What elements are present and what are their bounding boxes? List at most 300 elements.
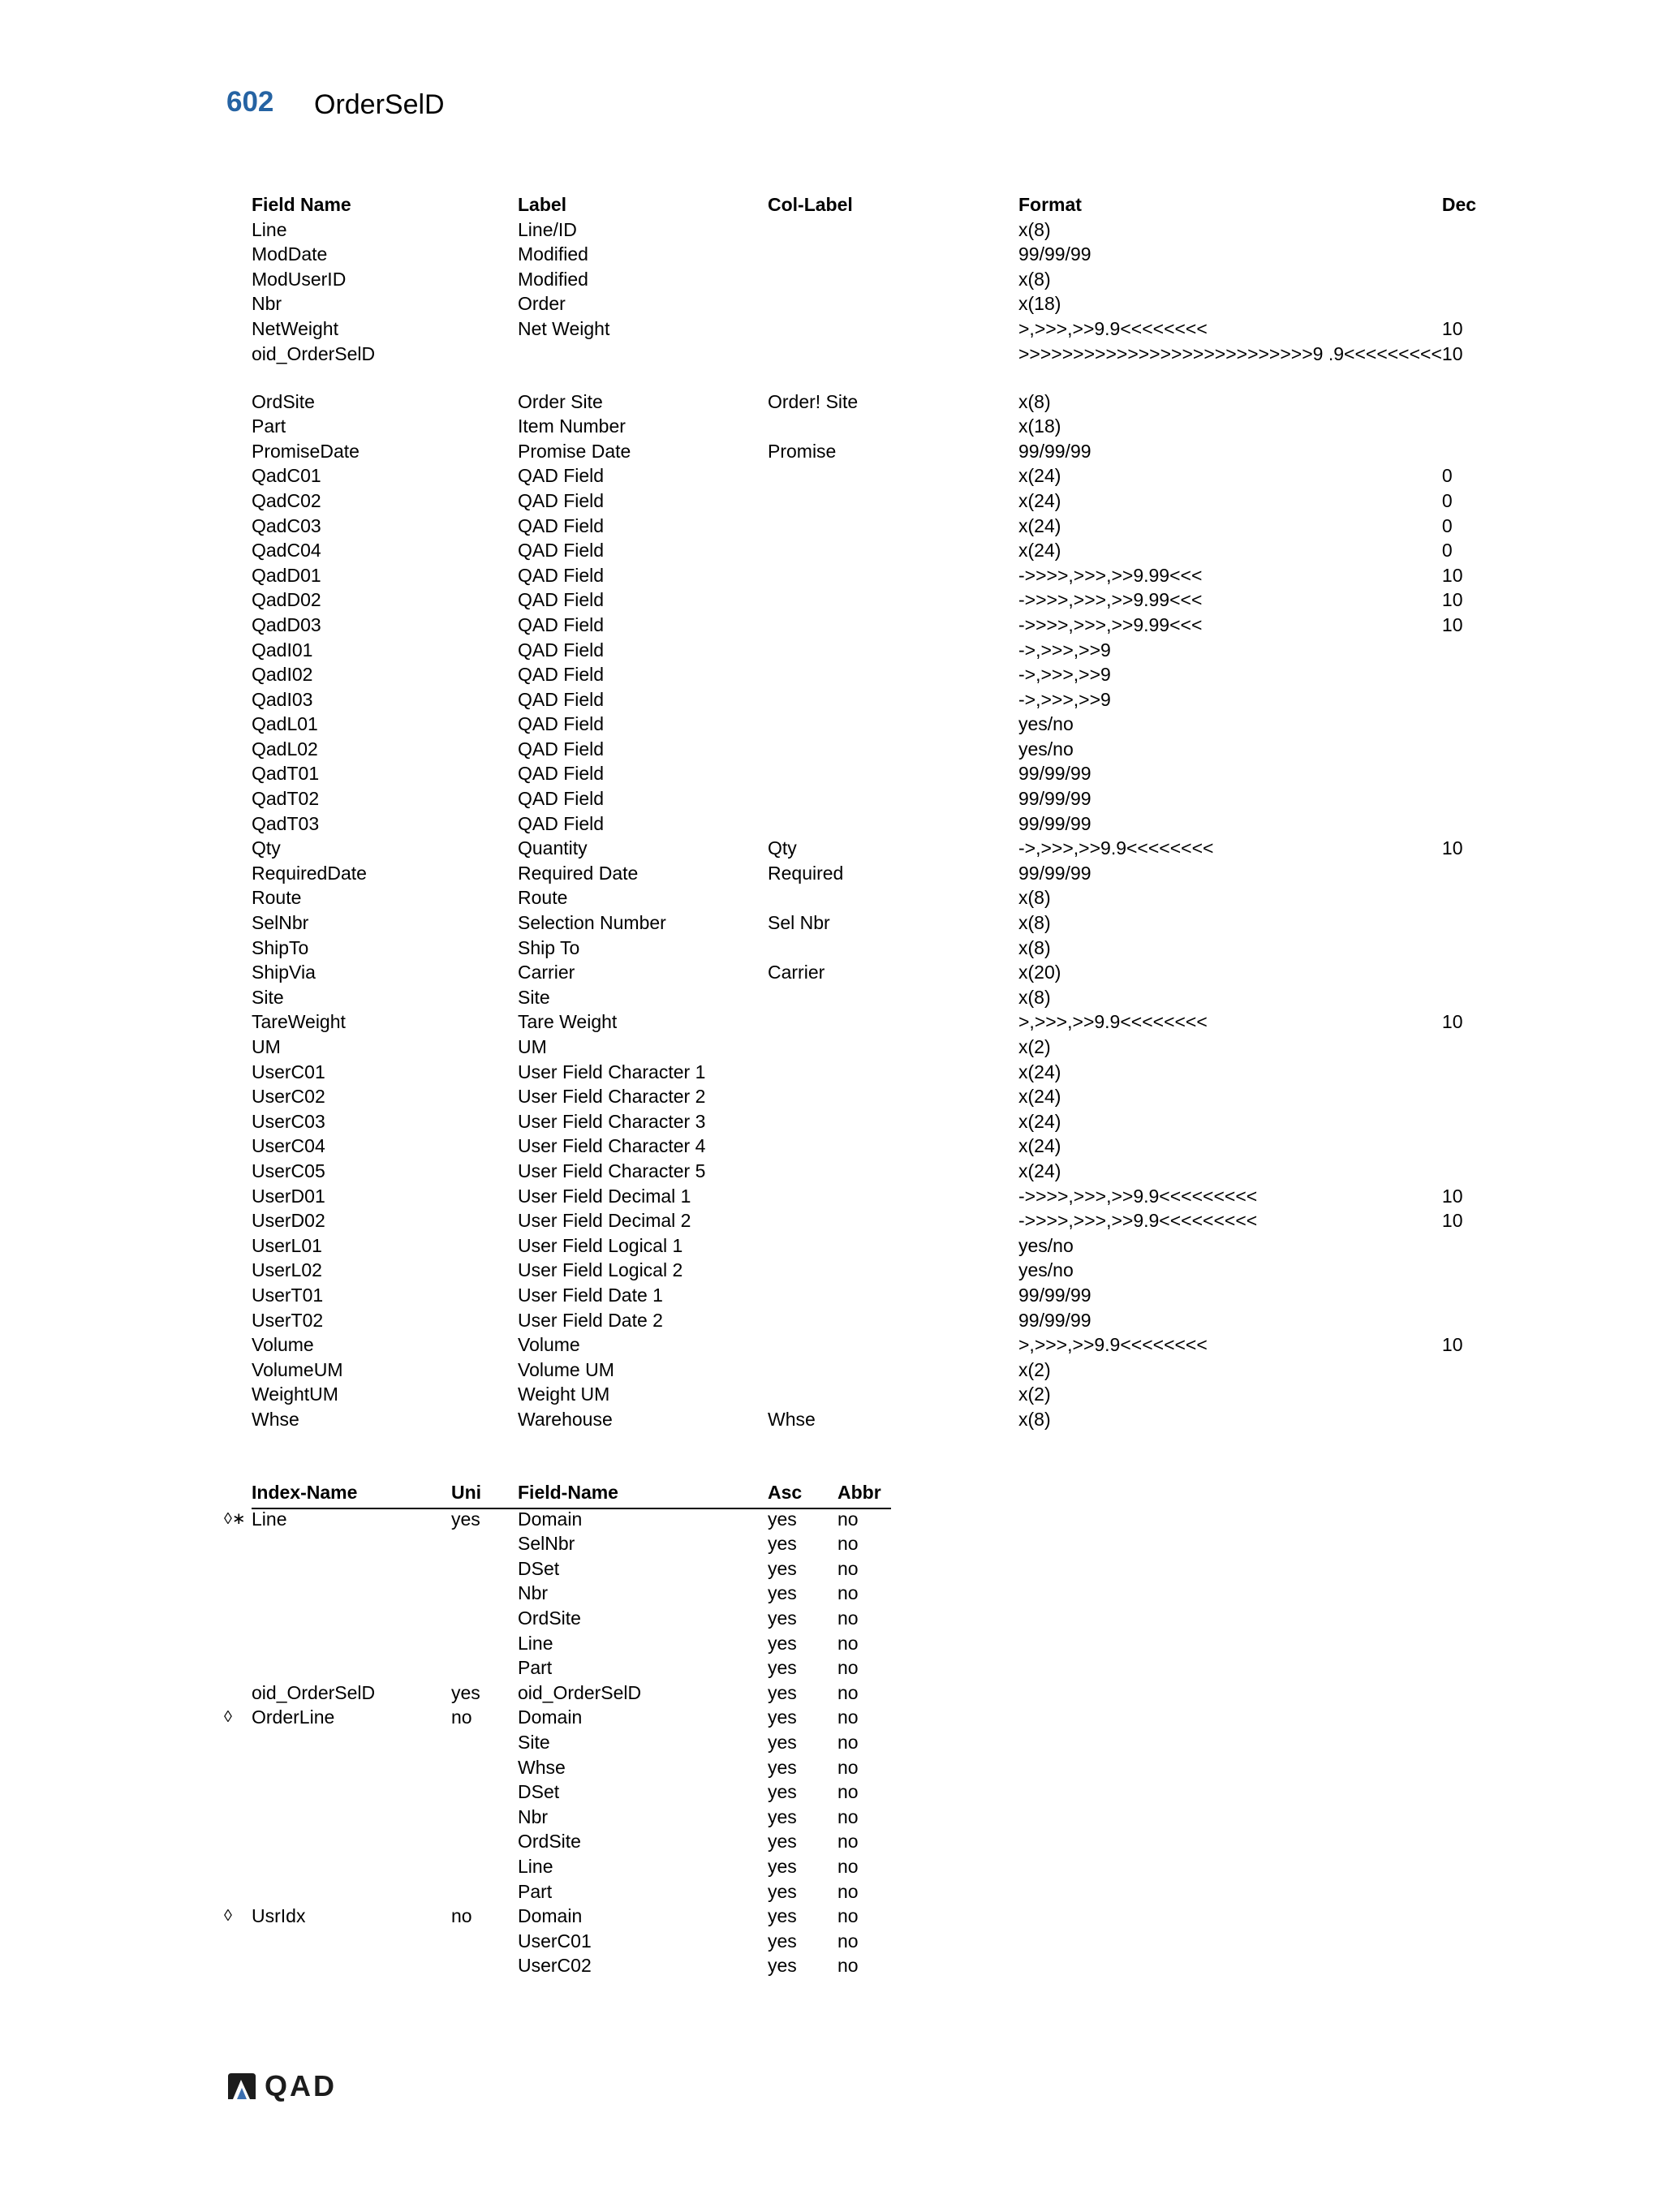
uni-cell	[451, 1707, 518, 1732]
dec-cell	[1442, 1037, 1491, 1062]
label-cell: Item Number	[518, 415, 626, 437]
table-row	[252, 516, 1491, 541]
col-label-cell	[768, 1310, 1018, 1336]
field-name-cell: UserD01	[252, 1185, 325, 1207]
table-row	[252, 1534, 891, 1559]
field-name-cell: Route	[252, 887, 302, 909]
dec-cell	[1442, 392, 1491, 417]
label-cell: Route	[518, 887, 568, 909]
asc-text: yes	[768, 1508, 797, 1530]
label-cell: User Field Character 1	[518, 1061, 706, 1082]
field-name-text: OrdSite	[518, 1831, 581, 1853]
dec-cell: 10	[1441, 564, 1463, 586]
field-name-cell: Part	[252, 415, 286, 437]
field-name-text: Whse	[518, 1756, 566, 1778]
dec-cell: 10	[1441, 837, 1463, 859]
format-cell: yes/no	[1018, 1259, 1074, 1281]
table-row	[252, 1906, 891, 1931]
abbr-text: no	[837, 1781, 859, 1803]
label-cell: QAD Field	[518, 540, 605, 562]
uni-cell	[451, 1956, 518, 1981]
field-name-cell: QadD03	[252, 613, 321, 635]
col-label-cell	[768, 1360, 1018, 1385]
format-cell: 99/99/99	[1018, 862, 1091, 884]
field-name-text: Part	[518, 1880, 553, 1902]
abbr-text: no	[837, 1557, 859, 1579]
format-cell: ->,>>>,>>9.9<<<<<<<<	[1018, 837, 1214, 859]
format-cell: x(8)	[1018, 390, 1051, 412]
abbr-text: no	[837, 1905, 859, 1927]
format-cell: >,>>>,>>9.9<<<<<<<<	[1018, 317, 1208, 339]
col-label-cell	[768, 888, 1018, 913]
abbr-cell	[837, 1683, 891, 1708]
dec-cell	[1442, 1360, 1491, 1385]
field-name-cell: UserC03	[252, 1110, 325, 1132]
field-name-cell	[518, 1956, 768, 1981]
asc-text: yes	[768, 1880, 797, 1902]
field-name-cell: QadC01	[252, 465, 321, 487]
header-format: Format	[1018, 194, 1082, 215]
dec-cell	[1442, 1260, 1491, 1285]
format-cell: x(24)	[1018, 514, 1061, 536]
format-cell: 99/99/99	[1018, 1284, 1091, 1306]
index-name-cell	[252, 1583, 451, 1608]
uni-cell	[451, 1906, 518, 1931]
index-name-cell	[252, 1782, 451, 1807]
col-label-cell	[768, 1211, 1018, 1236]
abbr-cell	[837, 1534, 891, 1559]
uni-cell	[451, 1508, 518, 1534]
col-label-cell	[768, 1037, 1018, 1062]
col-label-cell	[768, 1087, 1018, 1112]
index-name-cell	[252, 1559, 451, 1584]
asc-cell	[768, 1559, 837, 1584]
asc-cell	[768, 1758, 837, 1783]
format-cell: 99/99/99	[1018, 788, 1091, 810]
uni-cell	[451, 1758, 518, 1783]
index-name-cell	[252, 1758, 451, 1783]
col-label-cell	[768, 566, 1018, 591]
table-row	[252, 640, 1491, 665]
col-label-cell	[768, 640, 1018, 665]
field-name-text: Nbr	[518, 1805, 549, 1827]
field-name-cell: UserD02	[252, 1210, 325, 1232]
index-name-cell	[252, 1633, 451, 1659]
field-name-cell: UserL01	[252, 1234, 322, 1256]
index-name-cell	[252, 1857, 451, 1882]
index-name-text: oid_OrderSelD	[252, 1681, 376, 1703]
format-cell: 99/99/99	[1018, 812, 1091, 834]
col-label-cell	[768, 1384, 1018, 1409]
format-cell: yes/no	[1018, 738, 1074, 760]
format-cell: x(8)	[1018, 936, 1051, 958]
col-label-cell	[768, 269, 1018, 295]
col-label-cell: Required	[768, 862, 844, 884]
dec-cell	[1442, 1310, 1491, 1336]
dec-cell	[1442, 220, 1491, 245]
format-cell: ->,>>>,>>9	[1018, 639, 1111, 661]
uni-text: yes	[451, 1681, 480, 1703]
abbr-text: no	[837, 1706, 859, 1728]
table-row	[252, 1087, 1491, 1112]
format-cell: x(2)	[1018, 1358, 1051, 1380]
table-row	[252, 1161, 1491, 1186]
asc-cell	[768, 1732, 837, 1758]
table-row	[252, 1211, 1491, 1236]
field-name-cell	[518, 1857, 768, 1882]
field-name-cell: QadT01	[252, 763, 320, 785]
abbr-cell	[837, 1559, 891, 1584]
asc-cell	[768, 1583, 837, 1608]
label-cell: Volume UM	[518, 1358, 614, 1380]
asc-text: yes	[768, 1657, 797, 1679]
table-row	[252, 344, 1491, 392]
header-abbr: Abbr	[837, 1483, 891, 1508]
table-row	[252, 714, 1491, 739]
label-cell: Weight UM	[518, 1384, 610, 1405]
abbr-text: no	[837, 1855, 859, 1877]
field-name-cell: TareWeight	[252, 1011, 346, 1033]
col-label-cell	[768, 294, 1018, 319]
abbr-text: no	[837, 1930, 859, 1952]
dec-cell	[1442, 1384, 1491, 1409]
asc-cell	[768, 1857, 837, 1882]
fields-table-header	[252, 195, 1491, 220]
index-name-cell	[252, 1658, 451, 1683]
field-name-text: Line	[518, 1632, 553, 1654]
abbr-text: no	[837, 1681, 859, 1703]
field-name-cell	[518, 1831, 768, 1857]
col-label-cell	[768, 1012, 1018, 1037]
asc-text: yes	[768, 1706, 797, 1728]
uni-cell	[451, 1608, 518, 1633]
abbr-cell	[837, 1583, 891, 1608]
index-name-text: UsrIdx	[252, 1905, 306, 1927]
col-label-cell	[768, 244, 1018, 269]
format-cell: yes/no	[1018, 1234, 1074, 1256]
table-row	[252, 441, 1491, 467]
uni-cell	[451, 1583, 518, 1608]
dec-cell: 0	[1441, 514, 1453, 536]
col-label-cell	[768, 1062, 1018, 1087]
table-row	[252, 1037, 1491, 1062]
qad-logo	[226, 2069, 337, 2103]
table-row	[252, 1236, 1491, 1261]
table-row	[252, 913, 1491, 938]
field-name-cell: QadD01	[252, 564, 321, 586]
col-label-cell	[768, 1236, 1018, 1261]
dec-cell	[1442, 416, 1491, 441]
asc-text: yes	[768, 1930, 797, 1952]
index-marker-icon: ◊∗	[224, 1509, 246, 1528]
asc-text: yes	[768, 1533, 797, 1555]
field-name-text: UserC02	[518, 1955, 592, 1977]
index-name-cell	[252, 1807, 451, 1832]
uni-text: yes	[451, 1508, 480, 1530]
field-name-cell: UserC01	[252, 1061, 325, 1082]
label-cell: User Field Character 2	[518, 1086, 706, 1108]
asc-cell	[768, 1906, 837, 1931]
table-row	[252, 1508, 891, 1534]
label-cell: User Field Date 1	[518, 1284, 663, 1306]
uni-cell	[451, 1732, 518, 1758]
col-label-cell	[768, 1136, 1018, 1161]
table-row	[252, 566, 1491, 591]
asc-cell	[768, 1707, 837, 1732]
col-label-cell	[768, 1260, 1018, 1285]
field-name-text: UserC01	[518, 1930, 592, 1952]
field-name-cell	[518, 1931, 768, 1956]
field-name-cell: Qty	[252, 837, 281, 859]
table-row	[252, 1310, 1491, 1336]
col-label-cell	[768, 739, 1018, 764]
field-name-cell	[518, 1658, 768, 1683]
table-row	[252, 1683, 891, 1708]
field-name-cell	[518, 1782, 768, 1807]
label-cell: Required Date	[518, 862, 639, 884]
format-cell: x(18)	[1018, 293, 1061, 315]
uni-cell	[451, 1831, 518, 1857]
table-row	[252, 1260, 1491, 1285]
table-row	[252, 1285, 1491, 1310]
format-cell: ->,>>>,>>9	[1018, 664, 1111, 686]
col-label-cell	[768, 764, 1018, 789]
index-name-cell	[252, 1534, 451, 1559]
abbr-text: no	[837, 1657, 859, 1679]
field-name-cell: QadL01	[252, 713, 318, 735]
label-cell: Selection Number	[518, 912, 666, 934]
abbr-cell	[837, 1758, 891, 1783]
label-cell: Quantity	[518, 837, 588, 859]
label-cell: QAD Field	[518, 639, 605, 661]
field-name-cell: QadL02	[252, 738, 318, 760]
dec-cell: 10	[1441, 342, 1463, 364]
field-name-cell: NetWeight	[252, 317, 338, 339]
dec-cell	[1442, 988, 1491, 1013]
field-name-cell	[518, 1732, 768, 1758]
col-label-cell: Qty	[768, 837, 797, 859]
dec-cell	[1442, 1112, 1491, 1137]
asc-text: yes	[768, 1781, 797, 1803]
field-name-cell: QadC03	[252, 514, 321, 536]
label-cell: Line/ID	[518, 218, 577, 240]
dec-cell: 10	[1441, 1011, 1463, 1033]
dec-cell	[1442, 1285, 1491, 1310]
table-row	[252, 244, 1491, 269]
label-cell: User Field Character 3	[518, 1110, 706, 1132]
label-cell: Warehouse	[518, 1408, 613, 1430]
format-cell: x(24)	[1018, 465, 1061, 487]
dec-cell	[1442, 913, 1491, 938]
field-name-text: Domain	[518, 1905, 583, 1927]
label-cell: Site	[518, 986, 550, 1008]
table-row	[252, 220, 1491, 245]
abbr-text: no	[837, 1508, 859, 1530]
abbr-text: no	[837, 1756, 859, 1778]
asc-cell	[768, 1658, 837, 1683]
table-row	[252, 665, 1491, 690]
col-label-cell	[768, 1186, 1018, 1211]
format-cell: >,>>>,>>9.9<<<<<<<<	[1018, 1011, 1208, 1033]
index-marker-icon: ◊	[224, 1708, 232, 1727]
abbr-text: no	[837, 1607, 859, 1629]
header-index-name: Index-Name	[252, 1483, 451, 1508]
field-name-text: Nbr	[518, 1582, 549, 1604]
abbr-text: no	[837, 1731, 859, 1753]
table-row	[252, 1062, 1491, 1087]
field-name-cell: QadI03	[252, 688, 313, 710]
format-cell: x(24)	[1018, 1061, 1061, 1082]
field-name-cell: ModUserID	[252, 268, 347, 290]
field-name-cell: UM	[252, 1036, 281, 1057]
index-marker-icon: ◊	[224, 1907, 232, 1926]
asc-text: yes	[768, 1607, 797, 1629]
col-label-cell	[768, 615, 1018, 640]
asc-cell	[768, 1782, 837, 1807]
label-cell: QAD Field	[518, 589, 605, 611]
field-name-cell	[518, 1882, 768, 1907]
table-row	[252, 615, 1491, 640]
header-field-name: Field-Name	[518, 1483, 768, 1508]
table-row	[252, 1807, 891, 1832]
field-name-text: oid_OrderSelD	[518, 1681, 642, 1703]
label-cell: Modified	[518, 268, 588, 290]
label-cell: QAD Field	[518, 564, 605, 586]
field-name-cell: SelNbr	[252, 912, 309, 934]
table-row	[252, 1608, 891, 1633]
dec-cell	[1442, 665, 1491, 690]
label-cell: User Field Logical 2	[518, 1259, 683, 1281]
asc-text: yes	[768, 1557, 797, 1579]
abbr-text: no	[837, 1533, 859, 1555]
table-row	[252, 1782, 891, 1807]
label-cell: QAD Field	[518, 763, 605, 785]
label-cell: Order	[518, 293, 566, 315]
asc-cell	[768, 1683, 837, 1708]
dec-cell: 0	[1441, 465, 1453, 487]
col-label-cell	[768, 466, 1018, 491]
format-cell: x(8)	[1018, 218, 1051, 240]
uni-text: no	[451, 1905, 472, 1927]
col-label-cell	[768, 1161, 1018, 1186]
label-cell: QAD Field	[518, 465, 605, 487]
label-cell: QAD Field	[518, 788, 605, 810]
abbr-cell	[837, 1608, 891, 1633]
abbr-text: no	[837, 1955, 859, 1977]
dec-cell	[1442, 1161, 1491, 1186]
uni-text: no	[451, 1706, 472, 1728]
index-name-cell	[252, 1931, 451, 1956]
table-row	[252, 764, 1491, 789]
field-name-cell: Nbr	[252, 293, 282, 315]
index-name-cell	[252, 1608, 451, 1633]
index-name-cell	[252, 1683, 451, 1708]
index-name-cell	[224, 1706, 451, 1732]
field-name-cell: UserC05	[252, 1160, 325, 1181]
field-name-text: SelNbr	[518, 1533, 575, 1555]
col-label-cell: Sel Nbr	[768, 912, 830, 934]
format-cell: 99/99/99	[1018, 763, 1091, 785]
uni-cell	[451, 1683, 518, 1708]
label-cell: QAD Field	[518, 738, 605, 760]
field-name-cell	[518, 1508, 768, 1534]
label-cell: User Field Logical 1	[518, 1234, 683, 1256]
label-cell: QAD Field	[518, 688, 605, 710]
format-cell: ->>>>,>>>,>>9.99<<<	[1018, 589, 1203, 611]
dec-cell	[1442, 764, 1491, 789]
table-row	[252, 1882, 891, 1907]
field-name-cell: Whse	[252, 1408, 299, 1430]
format-cell: x(24)	[1018, 540, 1061, 562]
page-title: OrderSelD	[314, 89, 445, 120]
format-cell: x(24)	[1018, 1160, 1061, 1181]
table-row	[252, 1583, 891, 1608]
uni-cell	[451, 1857, 518, 1882]
dec-cell	[1442, 294, 1491, 319]
dec-cell	[1442, 962, 1491, 988]
format-cell: >,>>>,>>9.9<<<<<<<<	[1018, 1334, 1208, 1356]
field-name-cell: QadI01	[252, 639, 313, 661]
table-row	[252, 294, 1491, 319]
col-label-cell	[768, 988, 1018, 1013]
format-cell: >>>>>>>>>>>>>>>>>>>>>>>>>>>9 .9<<<<<<<<<	[1018, 342, 1442, 364]
uni-cell	[451, 1534, 518, 1559]
abbr-cell	[837, 1508, 891, 1534]
header-asc: Asc	[768, 1483, 837, 1508]
label-cell: Volume	[518, 1334, 580, 1356]
format-cell: x(8)	[1018, 887, 1051, 909]
field-name-cell	[518, 1608, 768, 1633]
field-name-cell: Volume	[252, 1334, 314, 1356]
index-name-cell	[252, 1882, 451, 1907]
format-cell: x(2)	[1018, 1384, 1051, 1405]
label-cell: QAD Field	[518, 613, 605, 635]
abbr-cell	[837, 1956, 891, 1981]
table-row	[252, 988, 1491, 1013]
col-label-cell: Carrier	[768, 962, 825, 983]
dec-cell	[1442, 714, 1491, 739]
table-row	[252, 590, 1491, 615]
abbr-text: no	[837, 1805, 859, 1827]
table-row	[252, 1831, 891, 1857]
col-label-cell	[768, 416, 1018, 441]
table-row	[252, 1931, 891, 1956]
abbr-text: no	[837, 1582, 859, 1604]
table-row	[252, 1012, 1491, 1037]
dec-cell	[1442, 1087, 1491, 1112]
col-label-cell	[768, 938, 1018, 963]
table-row	[252, 416, 1491, 441]
asc-cell	[768, 1931, 837, 1956]
table-row	[252, 863, 1491, 889]
label-cell: Modified	[518, 243, 588, 265]
label-cell: Net Weight	[518, 317, 610, 339]
field-name-text: Line	[518, 1855, 553, 1877]
asc-cell	[768, 1882, 837, 1907]
field-name-text: Site	[518, 1731, 550, 1753]
dec-cell	[1442, 789, 1491, 814]
label-cell: Ship To	[518, 936, 580, 958]
format-cell: ->,>>>,>>9	[1018, 688, 1111, 710]
table-row	[252, 690, 1491, 715]
field-name-cell	[518, 1559, 768, 1584]
dec-cell	[1442, 863, 1491, 889]
label-cell: Tare Weight	[518, 1011, 618, 1033]
field-name-cell: PromiseDate	[252, 440, 360, 462]
dec-cell	[1442, 640, 1491, 665]
uni-cell	[451, 1807, 518, 1832]
index-table	[224, 1482, 891, 1981]
